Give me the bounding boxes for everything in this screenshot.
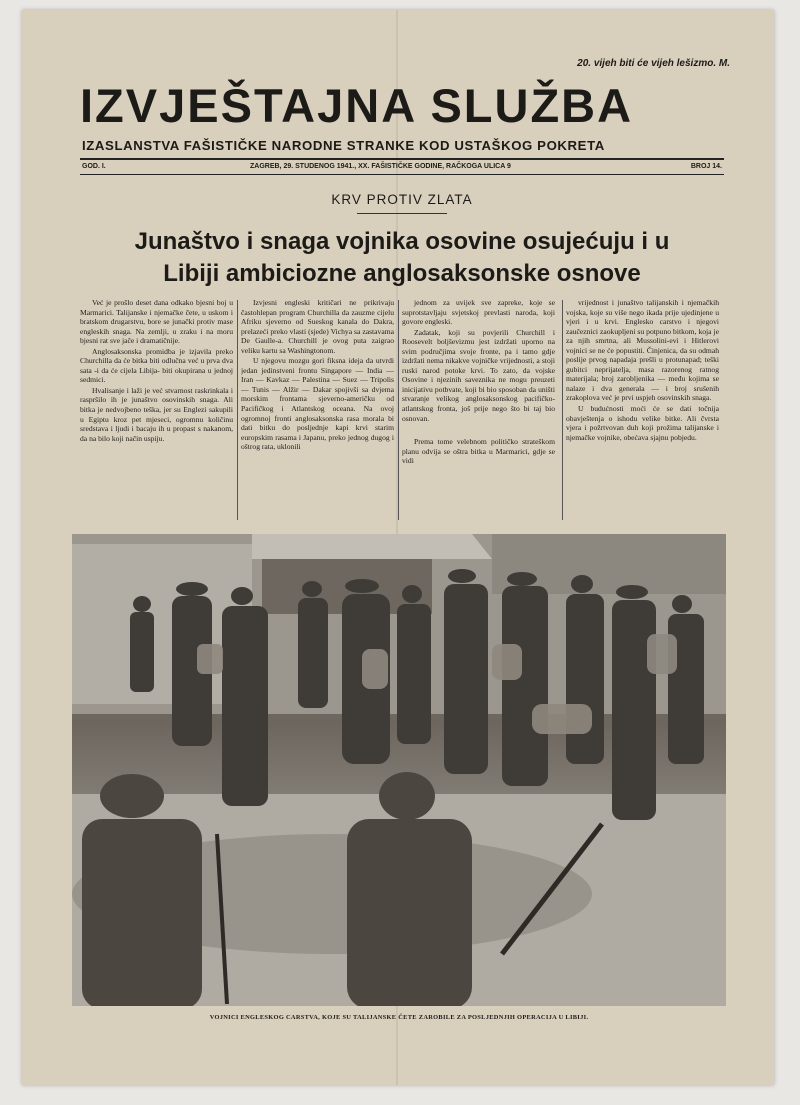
column-rule	[237, 300, 238, 520]
article-column-1	[80, 298, 233, 523]
paragraph: Zadatak, koji su povjerili Churchill i Roosevelt boljševizmu jest izdržati uporno na svim područjima svoje fronte, pa i tamo gdje izdržati nema nikakve vojničke vrijednosti, a stoji ruski narod potoke krvi. To zato, da vojske Osovine i njezinih saveznika ne mogu preuzeti inicijativu potbvate, koji bi bio sposoban da uništi stvaranje velikog anglosaksonskog pacifičko-atlantskog fronta, još prije nego što bi taj bio osnovan.	[402, 327, 555, 423]
paragraph: Izvjesni engleski kritičari ne prikrivaju častohlepan program Churchilla da zauzme cijelu Afriku sjeverno od Sueskog kanala do Dakra, prelazeći preko vlasti (sjede) Vichya sa zastavama De Gaulle-a. Churchill je ovog puta zaigrao veliku kartu sa Washingtonom.	[241, 298, 394, 355]
paragraph: U budućnosti moći će se dati točnija obavještenja o ishodu velike bitke. Ali čvrsta vjera i požrtvovan duh koji prožima talijanske i njemačke vojnike, obećava sjajnu pobjedu.	[566, 404, 719, 442]
headline-line-2: Libiji ambiciozne anglosaksonske osnove	[163, 260, 641, 287]
article-column-2	[241, 298, 394, 523]
dateline: ZAGREB, 29. STUDENOG 1941., XX. FAŠISTIČKE GODINE, RAČKOGA ULICA 9	[250, 163, 511, 170]
soldiers-photo-illustration	[72, 534, 726, 1006]
photo-caption: VOJNICI ENGLESKOG CARSTVA, KOJE SU TALIJANSKE ČETE ZAROBILE ZA POSLJEDNJIH OPERACIJA U LIBIJI.	[209, 1014, 589, 1021]
article-body	[80, 298, 726, 523]
article-column-3	[402, 298, 555, 523]
headline-line-1: Junaštvo i snaga vojnika osovine osujećuju i u	[134, 228, 670, 255]
info-rule	[80, 174, 724, 175]
masthead-title: IZVJEŠTAJNA SLUŽBA	[80, 79, 634, 132]
kicker-rule	[357, 213, 447, 214]
masthead-subtitle: IZASLANSTVA FAŠISTIČKE NARODNE STRANKE KOD USTAŠKOG POKRETA	[82, 138, 605, 153]
newspaper-page	[22, 10, 774, 1085]
paragraph: Već je prošlo deset dana odkako bjesni boj u Marmarici. Talijanske i njemačke čete, u uskom i bratskom drugarstvu, bore se junački protiv mase engleskih snaga. Na zemlji, u zraku i na moru bjesni rat sve jače i dramatičnije.	[80, 298, 233, 346]
volume-label: GOD. I.	[82, 163, 106, 170]
article-headline	[80, 226, 724, 290]
column-rule	[398, 300, 399, 520]
paragraph: Prema tome velebnom političko strateškom planu odvija se oštra bitka u Marmarici, gdje se vidi	[402, 437, 555, 466]
column-rule	[562, 300, 563, 520]
masthead-rule	[80, 158, 724, 160]
motto: 20. vijeh biti će vijeh lešizmo. M.	[577, 58, 730, 69]
paragraph: vrijednost i junaštvo talijanskih i njemačkih vojska, koje su više nego ikada prije ujedinjene u vjeri i u krvi. Englesko carstvo i njegovi zaučeznici zaokupljeni su potpuno bitkom, koja je za njih smrtna, ali Mussolini-evi i Hitlerovi vojnici se ne će popustiti. Činjenica, da su odmah poslije prvog napadaja prešli u protunapad; teški gubitci neprijatelja, masa razorenog ratnog materijala; broj zarobljenika — među kojima se nalaze i dva generala — i broj srušenih zrakoplova već je prvi uspjeh osovinskih snaga.	[566, 298, 719, 403]
paragraph: jednom za uvijek sve zapreke, koje se suprotstavljaju svjetskoj prevlasti naroda, koji govore engleski.	[402, 298, 555, 327]
info-line	[82, 163, 722, 170]
paragraph: U njegovu mozgu gori fiksna ideja da utvrdi jedan jedinstveni frontu Singapore — India — Iran — Kavkaz — Palestina — Suez — Tripolis — Tunis — Alžir — Dakar spojivši sa dvjema morskim frontama sjeverno-američku od Pacifičkog i Atlantskog oceana. Na ovoj ogromnoj fronti anglosaksonska rasa morala bi dati bitku do posljednje kapi krvi starim europskim rasama i Japanu, preko jednog dugog i oštrog rata, uklonili	[241, 356, 394, 452]
paragraph: Hvalisanje i laži je već stvarnost raskrinkala i raspršilo ih je junaštvo osovinskih snaga. Ali bitka je nedvojbeno teška, jer su Englezi sakupili u Egiptu kroz pet mjeseci, ogromnu količinu sredstava i ljudi i bacaju ih u propast s nakanom, da na bilo koji način uspiju.	[80, 385, 233, 443]
paragraph: Anglosaksonska promidba je izjavila preko Churchilla da će bitka biti odlučna već u prva dva sata -i da će cijela Libija- biti okupirana u jednoj sedmici.	[80, 346, 233, 385]
article-column-4	[566, 298, 719, 523]
issue-number: BROJ 14.	[690, 163, 722, 170]
news-photo	[72, 534, 726, 1006]
article-kicker: KRV PROTIV ZLATA	[331, 192, 473, 207]
